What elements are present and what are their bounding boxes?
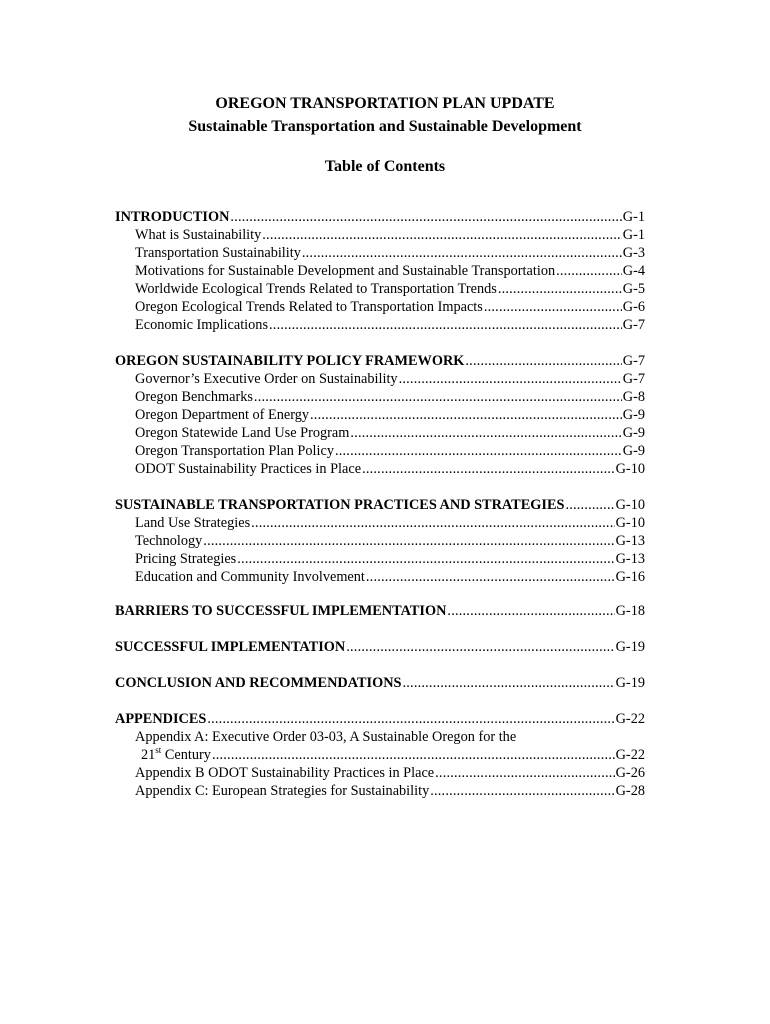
- toc-section-conclusion[interactable]: [115, 674, 645, 692]
- toc-page-ref: G-16: [615, 569, 645, 585]
- toc-entry-label: BARRIERS TO SUCCESSFUL IMPLEMENTATION: [115, 603, 447, 619]
- toc-entry[interactable]: [115, 746, 645, 764]
- toc-page-ref: G-1: [622, 227, 645, 243]
- toc-page-ref: G-7: [622, 353, 645, 369]
- toc-entry-label: Oregon Ecological Trends Related to Transportation Impacts: [135, 299, 483, 315]
- leader-dots: [362, 460, 615, 478]
- toc-page-ref: G-3: [622, 245, 645, 261]
- toc-page-ref: G-13: [615, 551, 645, 567]
- toc-entry[interactable]: [115, 370, 645, 388]
- leader-dots: [237, 550, 614, 568]
- leader-dots: [447, 602, 614, 620]
- toc-section-practices-strategies[interactable]: [115, 496, 645, 514]
- toc-page-ref: G-10: [615, 497, 645, 513]
- toc-section-barriers[interactable]: [115, 602, 645, 620]
- toc-page-ref: G-22: [615, 711, 645, 727]
- toc-entry[interactable]: [115, 244, 645, 262]
- toc-entry-label: APPENDICES: [115, 711, 207, 727]
- toc-entry[interactable]: [115, 280, 645, 298]
- toc-page-ref: G-26: [615, 765, 645, 781]
- toc-entry-label: Education and Community Involvement: [135, 569, 365, 585]
- toc-entry-label: Economic Implications: [135, 317, 269, 333]
- toc-entry-label: SUSTAINABLE TRANSPORTATION PRACTICES AND STRATEGIES: [115, 497, 565, 513]
- leader-dots: [403, 674, 615, 692]
- toc-page-ref: G-28: [615, 783, 645, 799]
- toc-entry-label: ODOT Sustainability Practices in Place: [135, 461, 362, 477]
- toc-entry-label: Oregon Statewide Land Use Program: [135, 425, 350, 441]
- toc-entry[interactable]: [115, 388, 645, 406]
- toc-entry[interactable]: [115, 298, 645, 316]
- leader-dots: [207, 710, 614, 728]
- leader-dots: [251, 514, 614, 532]
- toc-entry-label: CONCLUSION AND RECOMMENDATIONS: [115, 675, 402, 691]
- leader-dots: [346, 638, 614, 656]
- toc-entry-label: INTRODUCTION: [115, 209, 230, 225]
- toc-entry-label: OREGON SUSTAINABILITY POLICY FRAMEWORK: [115, 353, 465, 369]
- toc-section-introduction[interactable]: [115, 208, 645, 226]
- leader-dots: [465, 352, 621, 370]
- toc-entry[interactable]: [115, 550, 645, 568]
- leader-dots: [498, 280, 622, 298]
- toc-entry[interactable]: [115, 532, 645, 550]
- toc-entry-label: Appendix C: European Strategies for Sustainability: [135, 783, 430, 799]
- toc-entry[interactable]: [115, 782, 645, 800]
- toc-entry[interactable]: [115, 728, 645, 746]
- toc-page-ref: G-8: [622, 389, 645, 405]
- toc-entry[interactable]: [115, 442, 645, 460]
- leader-dots: [484, 298, 622, 316]
- toc-entry-label: Appendix B ODOT Sustainability Practices in Place: [135, 765, 435, 781]
- toc-page-ref: G-5: [622, 281, 645, 297]
- leader-dots: [203, 532, 614, 550]
- toc-entry-label: Transportation Sustainability: [135, 245, 301, 261]
- toc-entry[interactable]: [115, 460, 645, 478]
- toc-section-policy-framework[interactable]: [115, 352, 645, 370]
- toc-page-ref: G-9: [622, 407, 645, 423]
- toc-entry[interactable]: [115, 226, 645, 244]
- toc-entry-label: What is Sustainability: [135, 227, 262, 243]
- leader-dots: [350, 424, 621, 442]
- leader-dots: [430, 782, 614, 800]
- leader-dots: [269, 316, 622, 334]
- toc-page-ref: G-19: [615, 675, 645, 691]
- toc-entry-label: Oregon Transportation Plan Policy: [135, 443, 334, 459]
- leader-dots: [212, 746, 615, 764]
- toc-entry-label: SUCCESSFUL IMPLEMENTATION: [115, 639, 346, 655]
- leader-dots: [366, 568, 615, 586]
- leader-dots: [302, 244, 622, 262]
- toc-section-successful-implementation[interactable]: [115, 638, 645, 656]
- toc-page-ref: G-7: [622, 317, 645, 333]
- toc-page-ref: G-9: [622, 425, 645, 441]
- toc-entry[interactable]: [115, 406, 645, 424]
- toc-entry-label: Pricing Strategies: [135, 551, 237, 567]
- toc-page-ref: G-9: [622, 443, 645, 459]
- toc-entry[interactable]: [115, 316, 645, 334]
- toc-section-appendices[interactable]: [115, 710, 645, 728]
- toc-page-ref: G-7: [622, 371, 645, 387]
- leader-dots: [435, 764, 614, 782]
- document-subtitle: Sustainable Transportation and Sustainable Development: [188, 118, 582, 135]
- toc-entry-label: 21st Century: [141, 745, 211, 763]
- toc-entry[interactable]: [115, 514, 645, 532]
- toc-entry-label: Worldwide Ecological Trends Related to Transportation Trends: [135, 281, 497, 297]
- leader-dots: [262, 226, 621, 244]
- leader-dots: [254, 388, 622, 406]
- toc-page-ref: G-19: [615, 639, 645, 655]
- toc-entry-label: Oregon Benchmarks: [135, 389, 253, 405]
- toc-entry-label: Governor’s Executive Order on Sustainability: [135, 371, 398, 387]
- toc-entry-label: Technology: [135, 533, 203, 549]
- toc-entry-label: Oregon Department of Energy: [135, 407, 310, 423]
- toc-entry-label: Motivations for Sustainable Development and Sustainable Transportation: [135, 263, 556, 279]
- toc-page-ref: G-22: [615, 747, 645, 763]
- toc-entry[interactable]: [115, 764, 645, 782]
- leader-dots: [310, 406, 622, 424]
- leader-dots: [230, 208, 621, 226]
- toc-page-ref: G-10: [615, 515, 645, 531]
- toc-page-ref: G-13: [615, 533, 645, 549]
- toc-entry[interactable]: [115, 424, 645, 442]
- toc-heading: Table of Contents: [324, 158, 446, 175]
- toc-page-ref: G-10: [615, 461, 645, 477]
- toc-page-ref: G-4: [622, 263, 645, 279]
- leader-dots: [335, 442, 622, 460]
- document-title: OREGON TRANSPORTATION PLAN UPDATE: [215, 95, 555, 112]
- toc-page-ref: G-18: [615, 603, 645, 619]
- leader-dots: [399, 370, 622, 388]
- toc-page-ref: G-1: [622, 209, 645, 225]
- toc-entry[interactable]: [115, 262, 645, 280]
- toc-entry-label: Land Use Strategies: [135, 515, 251, 531]
- toc-page-ref: G-6: [622, 299, 645, 315]
- leader-dots: [556, 262, 622, 280]
- leader-dots: [565, 496, 614, 514]
- toc-entry[interactable]: [115, 568, 645, 586]
- toc-entry-label: Appendix A: Executive Order 03-03, A Sustainable Oregon for the: [135, 729, 517, 745]
